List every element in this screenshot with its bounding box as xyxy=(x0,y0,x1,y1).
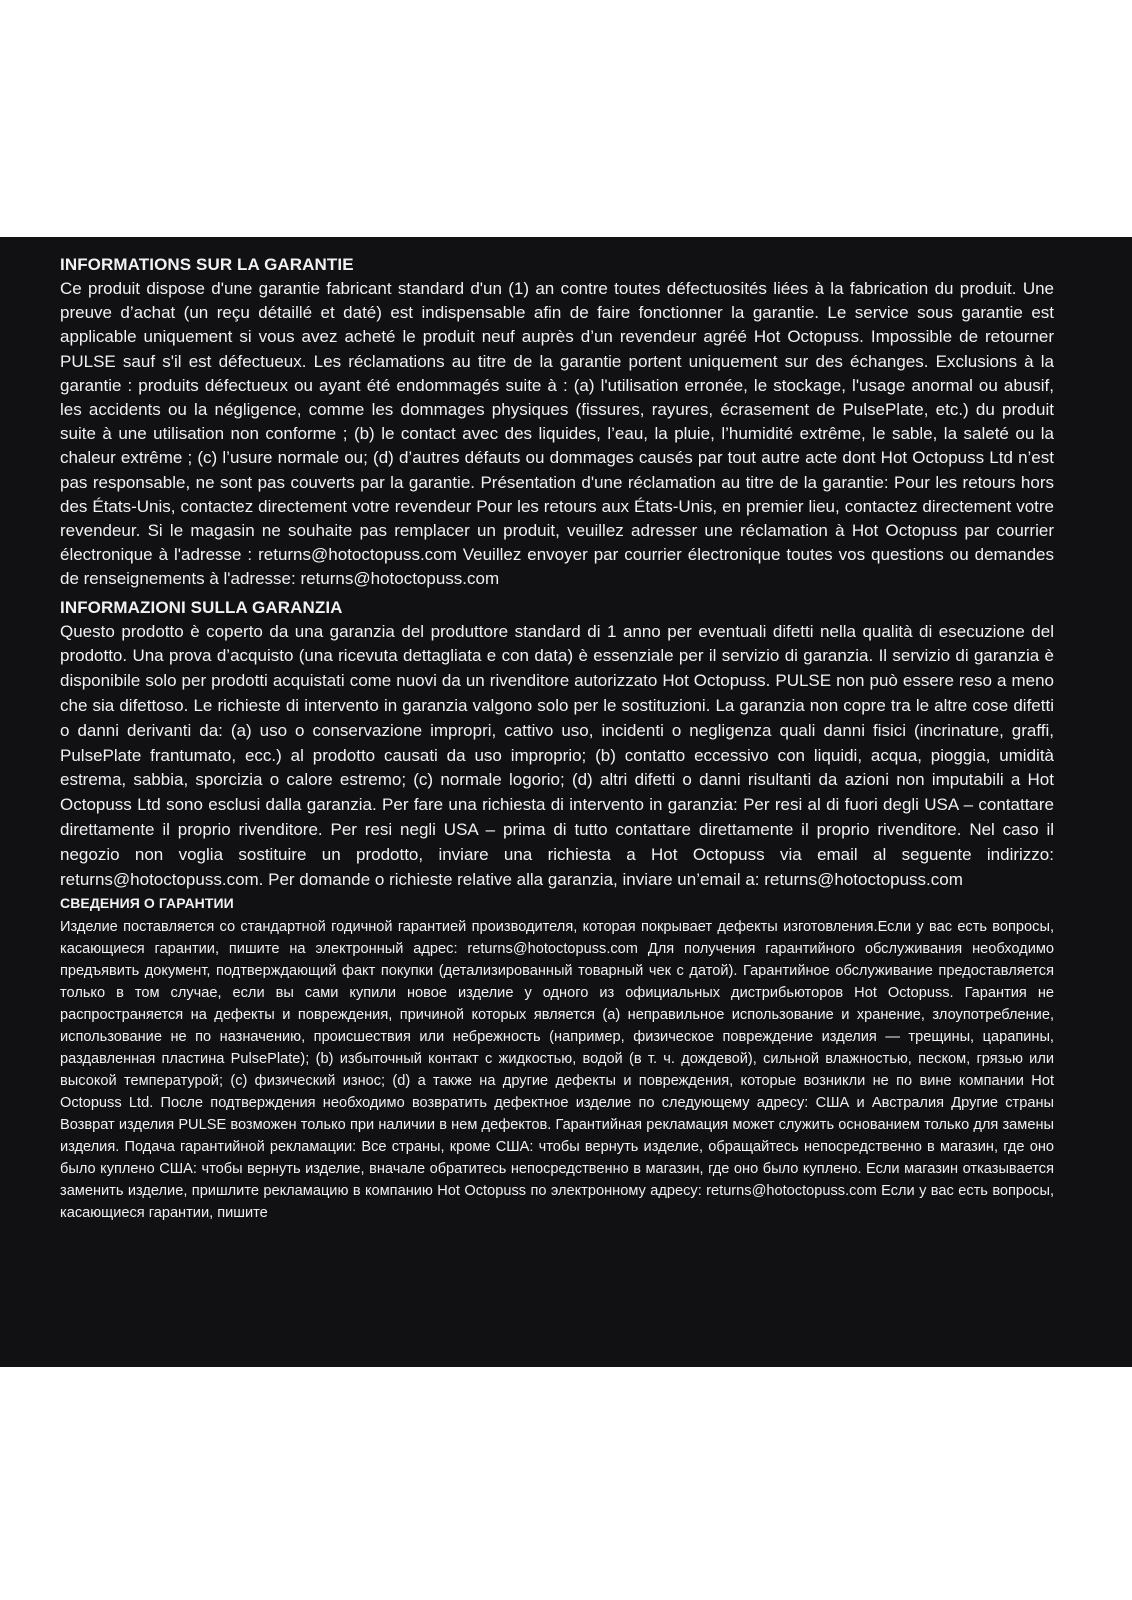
warranty-section-russian xyxy=(60,894,1054,1224)
warranty-section-italian xyxy=(60,598,1054,893)
section-heading-italian: INFORMAZIONI SULLA GARANZIA xyxy=(60,597,343,617)
section-heading-french: INFORMATIONS SUR LA GARANTIE xyxy=(60,255,354,274)
warranty-panel xyxy=(0,237,1132,1367)
section-body-french: Ce produit dispose d'une garantie fabricant standard d'un (1) an contre toutes défectuosités liées à la fabrication du produit. Une preuve d’achat (un reçu détaillé et daté) est indispensable afin de faire fonctionner la garantie. Le service sous garantie est applicable uniquement si vous avez acheté le produit neuf auprès d’un revendeur agréé Hot Octopuss. Impossible de retourner PULSE sauf s'il est défectueux. Les réclamations au titre de la garantie portent uniquement sur des échanges. Exclusions à la garantie : produits défectueux ou ayant été endommagés suite à : (a) l'utilisation erronée, le stockage, l'usage anormal ou abusif, les accidents ou la négligence, comme les dommages physiques (fissures, rayures, écrasement de PulsePlate, etc.) du produit suite à une utilisation non conforme ; (b) le contact avec des liquides, l’eau, la pluie, l’humidité extrême, le sable, la saleté ou la chaleur extrême ; (c) l’usure normale ou; (d) d’autres défauts ou dommages causés par tout autre acte dont Hot Octopuss Ltd n’est pas responsable, ne sont pas couverts par la garantie. Présentation d'une réclamation au titre de la garantie: Pour les retours hors des États-Unis, contactez directement votre revendeur Pour les retours aux États-Unis, en premier lieu, contactez directement votre revendeur. Si le magasin ne souhaite pas remplacer un produit, veuillez adresser une réclamation à Hot Octopuss par courrier électronique à l'adresse : returns@hotoctopuss.com Veuillez envoyer par courrier électronique toutes vos questions ou demandes de renseignements à l'adresse: returns@hotoctopuss.com xyxy=(60,279,1054,589)
warranty-section-french xyxy=(60,255,1054,592)
section-body-russian: Изделие поставляется со стандартной годичной гарантией производителя, которая покрывает дефекты изготовления.Если у вас есть вопросы, касающиеся гарантии, пишите на электронный адрес: returns@hotoctopuss.com Для получения гарантийного обслуживания необходимо предъявить документ, подтверждающий факт покупки (детализированный товарный чек с датой). Гарантийное обслуживание предоставляется только в том случае, если вы сами купили новое изделие у одного из официальных дистрибьюторов Hot Octopuss. Гарантия не распространяется на дефекты и повреждения, причиной которых является (a) неправильное использование и хранение, злоупотребление, использование не по назначению, происшествия или небрежность (например, физическое повреждение изделия — трещины, царапины, раздавленная пластина PulsePlate); (b) избыточный контакт с жидкостью, водой (в т. ч. дождевой), сильной влажностью, песком, грязью или высокой температурой; (c) физический износ; (d) а также на другие дефекты и повреждения, которые возникли не по вине компании Hot Octopuss Ltd. После подтверждения необходимо возвратить дефектное изделие по следующему адресу: США и Австралия Другие страны Возврат изделия PULSE возможен только при наличии в нем дефектов. Гарантийная рекламация может служить основанием только для замены изделия. Подача гарантийной рекламации: Все страны, кроме США: чтобы вернуть изделие, обращайтесь непосредственно в магазин, где оно было куплено США: чтобы вернуть изделие, вначале обратитесь непосредственно в магазин, где оно было куплено. Если магазин отказывается заменить изделие, пришлите рекламацию в компанию Hot Octopuss по электронному адресу: returns@hotoctopuss.com Если у вас есть вопросы, касающиеся гарантии, пишите xyxy=(60,919,1054,1222)
section-heading-russian: СВЕДЕНИЯ О ГАРАНТИИ xyxy=(60,895,234,912)
section-body-italian: Questo prodotto è coperto da una garanzia del produttore standard di 1 anno per eventuali difetti nella qualità di esecuzione del prodotto. Una prova d’acquisto (una ricevuta dettagliata e con data) è essenziale per il servizio di garanzia. Il servizio di garanzia è disponibile solo per prodotti acquistati come nuovi da un rivenditore autorizzato Hot Octopuss. PULSE non può essere reso a meno che sia difettoso. Le richieste di intervento in garanzia valgono solo per le sostituzioni. La garanzia non copre tra le altre cose difetti o danni derivanti da: (a) uso o conservazione impropri, cattivo uso, incidenti o negligenza quali danni fisici (incrinature, graffi, PulsePlate frantumato, ecc.) al prodotto causati da uso improprio; (b) contatto eccessivo con liquidi, acqua, pioggia, umidità estrema, sabbia, sporcizia o calore estremo; (c) normale logorio; (d) altri difetti o danni risultanti da azioni non imputabili a Hot Octopuss Ltd sono esclusi dalla garanzia. Per fare una richiesta di intervento in garanzia: Per resi al di fuori degli USA – contattare direttamente il proprio rivenditore. Per resi negli USA – prima di tutto contattare direttamente il proprio rivenditore. Nel caso il negozio non voglia sostituire un prodotto, inviare una richiesta a Hot Octopuss via email al seguente indirizzo: returns@hotoctopuss.com. Per domande o richieste relative alla garanzia, inviare un’email a: returns@hotoctopuss.com xyxy=(60,621,1054,889)
